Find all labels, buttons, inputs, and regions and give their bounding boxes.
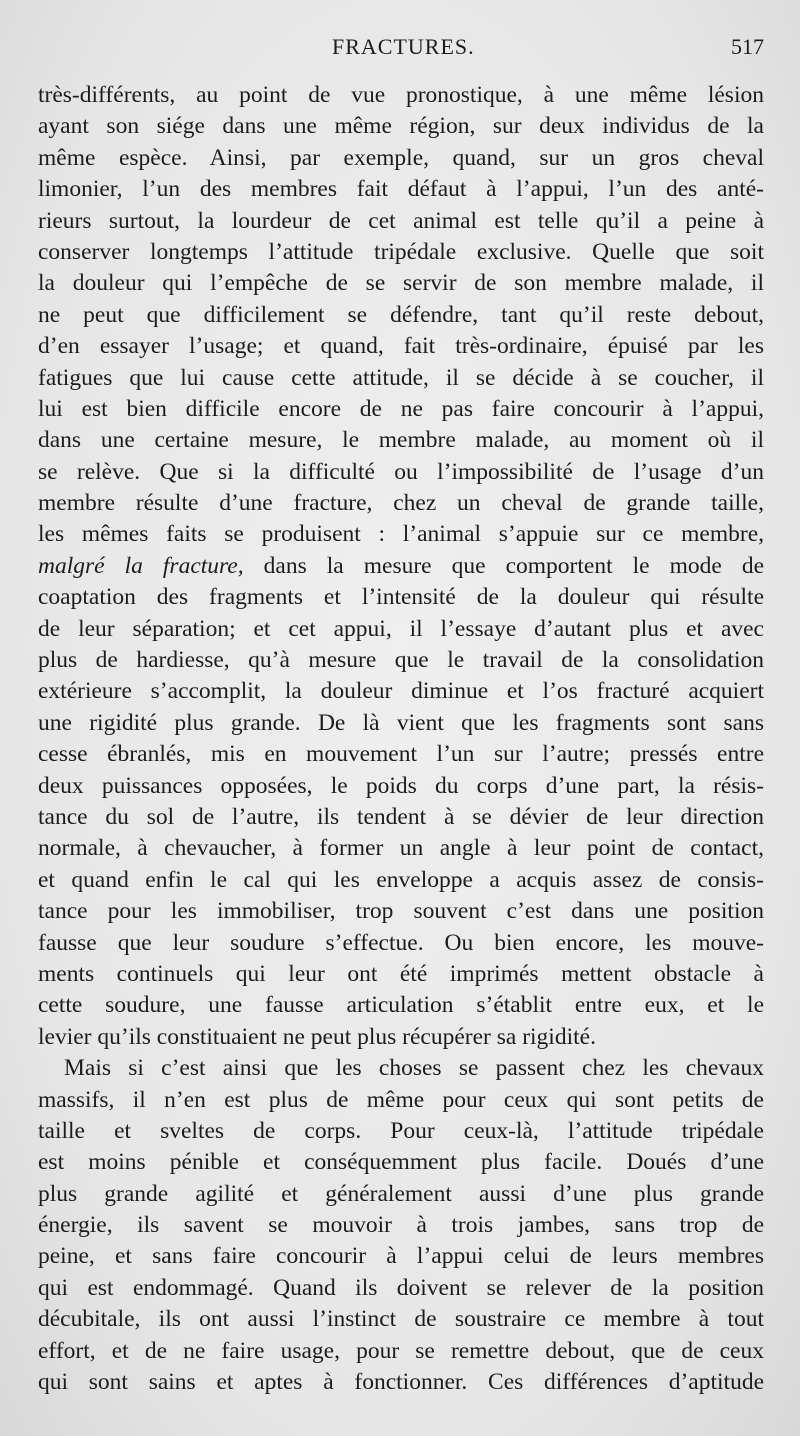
text-line: plus grande agilité et généralement aussi d’une plus grande xyxy=(38,1180,764,1207)
text-line: fausse que leur soudure s’effectue. Ou bien encore, les mouve- xyxy=(38,929,764,956)
page-number: 517 xyxy=(731,34,764,59)
text-line-rest: dans la mesure que comportent le mode de xyxy=(263,552,764,579)
text-line: conserver longtemps l’attitude tripédale exclusive. Quelle que soit xyxy=(38,238,764,265)
text-line: cesse ébranlés, mis en mouvement l’un sur l’autre; pressés entre xyxy=(38,741,764,768)
text-line: est moins pénible et conséquemment plus facile. Doués d’une xyxy=(38,1149,764,1176)
text-line: qui sont sains et aptes à fonctionner. Ces différences d’aptitude xyxy=(38,1369,764,1396)
text-line: plus de hardiesse, qu’à mesure que le travail de la consolidation xyxy=(38,647,764,674)
text-line: rieurs surtout, la lourdeur de cet animal est telle qu’il a peine à xyxy=(38,207,764,234)
text-line: taille et sveltes de corps. Pour ceux-là, l’attitude tripédale xyxy=(38,1117,764,1144)
text-line: effort, et de ne faire usage, pour se remettre debout, que de ceux xyxy=(38,1337,764,1364)
text-line: peine, et sans faire concourir à l’appui celui de leurs membres xyxy=(38,1243,764,1270)
italic-phrase: malgré la fracture, xyxy=(38,552,244,579)
text-line: très-différents, au point de vue pronostique, à une même lésion xyxy=(38,82,764,108)
text-line: ments continuels qui leur ont été imprimés mettent obstacle à xyxy=(38,960,764,987)
text-line: lui est bien difficile encore de ne pas faire concourir à l’appui, xyxy=(38,395,764,422)
text-line: la douleur qui l’empêche de se servir de son membre malade, il xyxy=(38,270,764,297)
text-line: deux puissances opposées, le poids du corps d’une part, la résis- xyxy=(38,772,764,799)
text-line: dans une certaine mesure, le membre malade, au moment où il xyxy=(38,427,764,454)
text-line: extérieure s’accomplit, la douleur diminue et l’os fracturé acquiert xyxy=(38,678,764,705)
text-line: massifs, il n’en est plus de même pour ceux qui sont petits de xyxy=(38,1086,764,1113)
text-line: cette soudure, une fausse articulation s’établit entre eux, et le xyxy=(38,992,764,1019)
text-line: énergie, ils savent se mouvoir à trois jambes, sans trop de xyxy=(38,1212,764,1239)
text-line: les mêmes faits se produisent : l’animal s’appuie sur ce membre, xyxy=(38,521,764,548)
paragraph-start-line: Mais si c’est ainsi que les choses se passent chez les chevaux xyxy=(64,1055,764,1082)
text-line: et quand enfin le cal qui les enveloppe a acquis assez de consis- xyxy=(38,866,764,893)
text-line: ne peut que difficilement se défendre, tant qu’il reste debout, xyxy=(38,301,764,328)
text-line: se relève. Que si la difficulté ou l’impossibilité de l’usage d’un xyxy=(38,458,764,485)
text-line: tance pour les immobiliser, trop souvent c’est dans une position xyxy=(38,898,764,925)
text-line: de leur séparation; et cet appui, il l’essaye d’autant plus et avec xyxy=(38,615,764,642)
text-line: ayant son siége dans une même région, sur deux individus de la xyxy=(38,113,764,140)
text-line: membre résulte d’une fracture, chez un cheval de grande taille, xyxy=(38,490,764,517)
text-line: décubitale, ils ont aussi l’instinct de soustraire ce membre à tout xyxy=(38,1306,764,1333)
body-text xyxy=(38,80,764,1398)
text-line: fatigues que lui cause cette attitude, il se décide à se coucher, il xyxy=(38,364,764,391)
running-head xyxy=(0,34,800,60)
text-line: une rigidité plus grande. De là vient que les fragments sont sans xyxy=(38,709,764,736)
text-line: qui est endommagé. Quand ils doivent se relever de la position xyxy=(38,1274,764,1301)
paragraph-end-line: levier qu’ils constituaient ne peut plus récupérer sa rigidité. xyxy=(38,1023,596,1050)
text-line: tance du sol de l’autre, ils tendent à se dévier de leur direction xyxy=(38,803,764,830)
text-line: d’en essayer l’usage; et quand, fait très-ordinaire, épuisé par les xyxy=(38,333,764,360)
text-line: limonier, l’un des membres fait défaut à l’appui, l’un des anté- xyxy=(38,176,764,203)
text-line-with-emphasis xyxy=(38,551,764,582)
text-line: coaptation des fragments et l’intensité de la douleur qui résulte xyxy=(38,584,764,611)
running-title: FRACTURES. xyxy=(332,34,475,59)
text-line: normale, à chevaucher, à former un angle à leur point de contact, xyxy=(38,835,764,862)
text-line: même espèce. Ainsi, par exemple, quand, sur un gros cheval xyxy=(38,144,764,171)
